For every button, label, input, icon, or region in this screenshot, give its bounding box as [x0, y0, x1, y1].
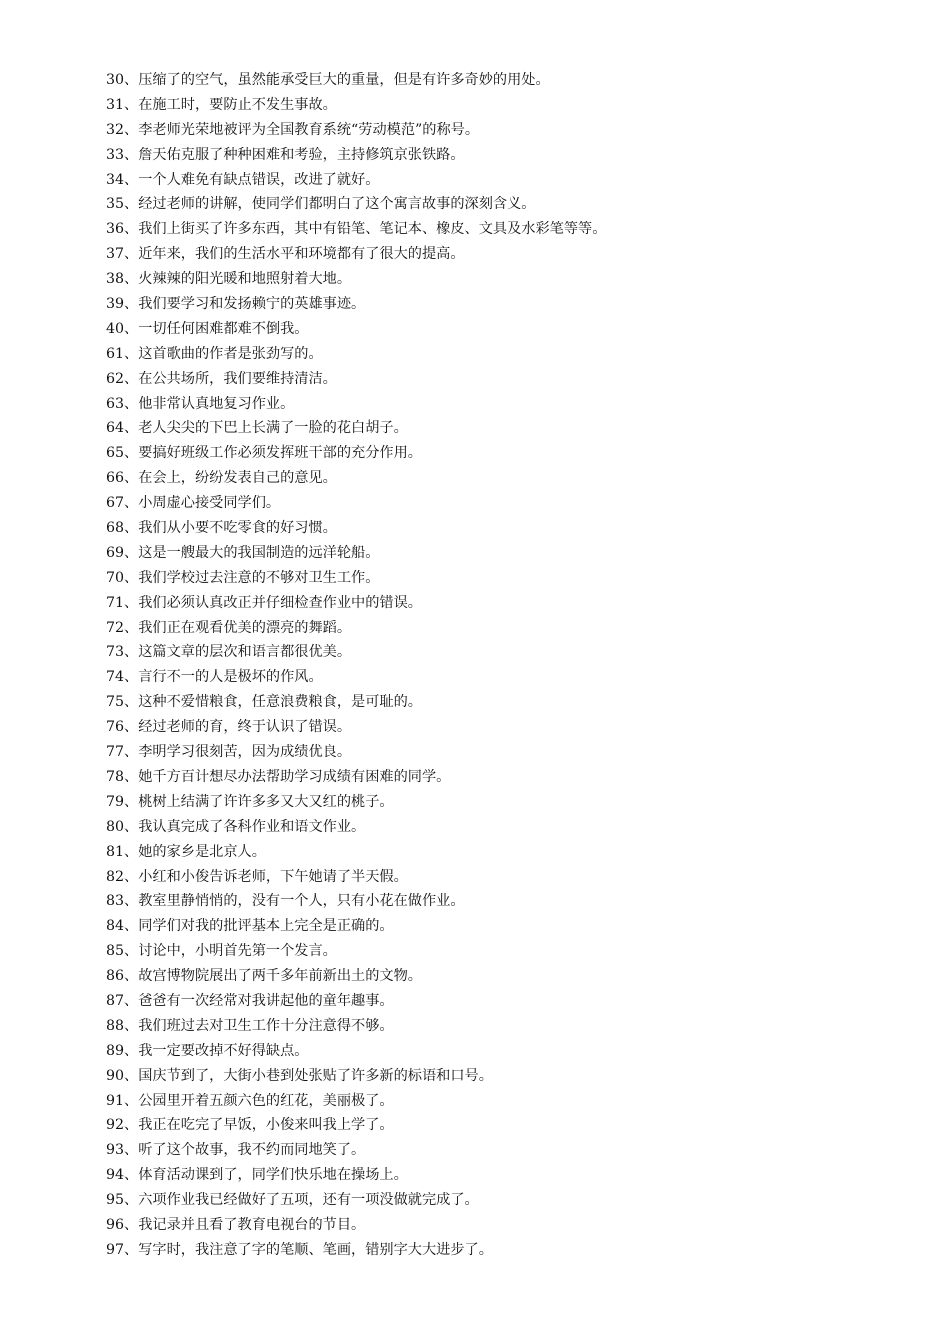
sentence-line: 97、写字时，我注意了字的笔顺、笔画，错别字大大进步了。: [106, 1241, 493, 1258]
sentence-line: 65、要搞好班级工作必须发挥班干部的充分作用。: [106, 445, 422, 462]
sentence-line: 72、我们正在观看优美的漂亮的舞蹈。: [106, 619, 352, 636]
sentence-line: 81、她的家乡是北京人。: [106, 843, 266, 860]
sentence-line: 74、言行不一的人是极坏的作风。: [106, 669, 323, 686]
sentence-line: 90、国庆节到了，大街小巷到处张贴了许多新的标语和口号。: [106, 1067, 493, 1084]
sentence-line: 86、故宫博物院展出了两千多年前新出土的文物。: [106, 968, 422, 985]
sentence-line: 88、我们班过去对卫生工作十分注意得不够。: [106, 1017, 394, 1034]
sentence-line: 83、教室里静悄悄的，没有一个人，只有小花在做作业。: [106, 893, 465, 910]
sentence-line: 68、我们从小要不吃零食的好习惯。: [106, 520, 337, 537]
sentence-line: 77、李明学习很刻苦，因为成绩优良。: [106, 744, 352, 761]
sentence-line: 71、我们必须认真改正并仔细检查作业中的错误。: [106, 594, 422, 611]
sentence-line: 80、我认真完成了各科作业和语文作业。: [106, 818, 366, 835]
sentence-line: 79、桃树上结满了许许多多又大又红的桃子。: [106, 793, 394, 810]
sentence-line: 87、爸爸有一次经常对我讲起他的童年趣事。: [106, 992, 394, 1009]
sentence-line: 95、六项作业我已经做好了五项，还有一项没做就完成了。: [106, 1192, 479, 1209]
sentence-line: 35、经过老师的讲解，使同学们都明白了这个寓言故事的深刻含义。: [106, 196, 536, 213]
sentence-list: [106, 68, 606, 1263]
sentence-line: 38、火辣辣的阳光暖和地照射着大地。: [106, 271, 352, 288]
sentence-line: 94、体育活动课到了，同学们快乐地在操场上。: [106, 1167, 408, 1184]
sentence-line: 70、我们学校过去注意的不够对卫生工作。: [106, 569, 380, 586]
sentence-line: 34、一个人难免有缺点错误，改进了就好。: [106, 171, 380, 188]
sentence-line: 75、这种不爱惜粮食，任意浪费粮食，是可耻的。: [106, 694, 422, 711]
sentence-line: 84、同学们对我的批评基本上完全是正确的。: [106, 918, 394, 935]
sentence-line: 89、我一定要改掉不好得缺点。: [106, 1042, 309, 1059]
sentence-line: 69、这是一艘最大的我国制造的远洋轮船。: [106, 544, 380, 561]
sentence-line: 39、我们要学习和发扬赖宁的英雄事迹。: [106, 296, 366, 313]
sentence-line: 63、他非常认真地复习作业。: [106, 395, 295, 412]
sentence-line: 92、我正在吃完了早饭，小俊来叫我上学了。: [106, 1117, 394, 1134]
sentence-line: 33、詹天佑克服了种种困难和考验，主持修筑京张铁路。: [106, 146, 465, 163]
sentence-line: 66、在会上，纷纷发表自己的意见。: [106, 470, 337, 487]
sentence-line: 62、在公共场所，我们要维持清洁。: [106, 370, 337, 387]
sentence-line: 32、李老师光荣地被评为全国教育系统“劳动模范”的称号。: [106, 121, 480, 138]
sentence-line: 37、近年来，我们的生活水平和环境都有了很大的提高。: [106, 246, 465, 263]
sentence-line: 93、听了这个故事，我不约而同地笑了。: [106, 1142, 366, 1159]
sentence-line: 36、我们上街买了许多东西，其中有铅笔、笔记本、橡皮、文具及水彩笔等等。: [106, 221, 607, 238]
sentence-line: 64、老人尖尖的下巴上长满了一脸的花白胡子。: [106, 420, 408, 437]
sentence-line: 78、她千方百计想尽办法帮助学习成绩有困难的同学。: [106, 768, 451, 785]
sentence-line: 61、这首歌曲的作者是张劲写的。: [106, 345, 323, 362]
sentence-line: 31、在施工时，要防止不发生事故。: [106, 96, 337, 113]
sentence-line: 30、压缩了的空气，虽然能承受巨大的重量，但是有许多奇妙的用处。: [106, 72, 550, 88]
sentence-line: 96、我记录并且看了教育电视台的节目。: [106, 1216, 366, 1233]
sentence-line: 85、讨论中，小明首先第一个发言。: [106, 943, 337, 960]
sentence-line: 67、小周虚心接受同学们。: [106, 495, 281, 512]
sentence-line: 76、经过老师的育，终于认识了错误。: [106, 719, 352, 736]
sentence-line: 91、公园里开着五颜六色的红花，美丽极了。: [106, 1092, 394, 1109]
sentence-line: 82、小红和小俊告诉老师，下午她请了半天假。: [106, 868, 408, 885]
sentence-line: 40、一切任何困难都难不倒我。: [106, 320, 309, 337]
sentence-line: 73、这篇文章的层次和语言都很优美。: [106, 644, 352, 661]
